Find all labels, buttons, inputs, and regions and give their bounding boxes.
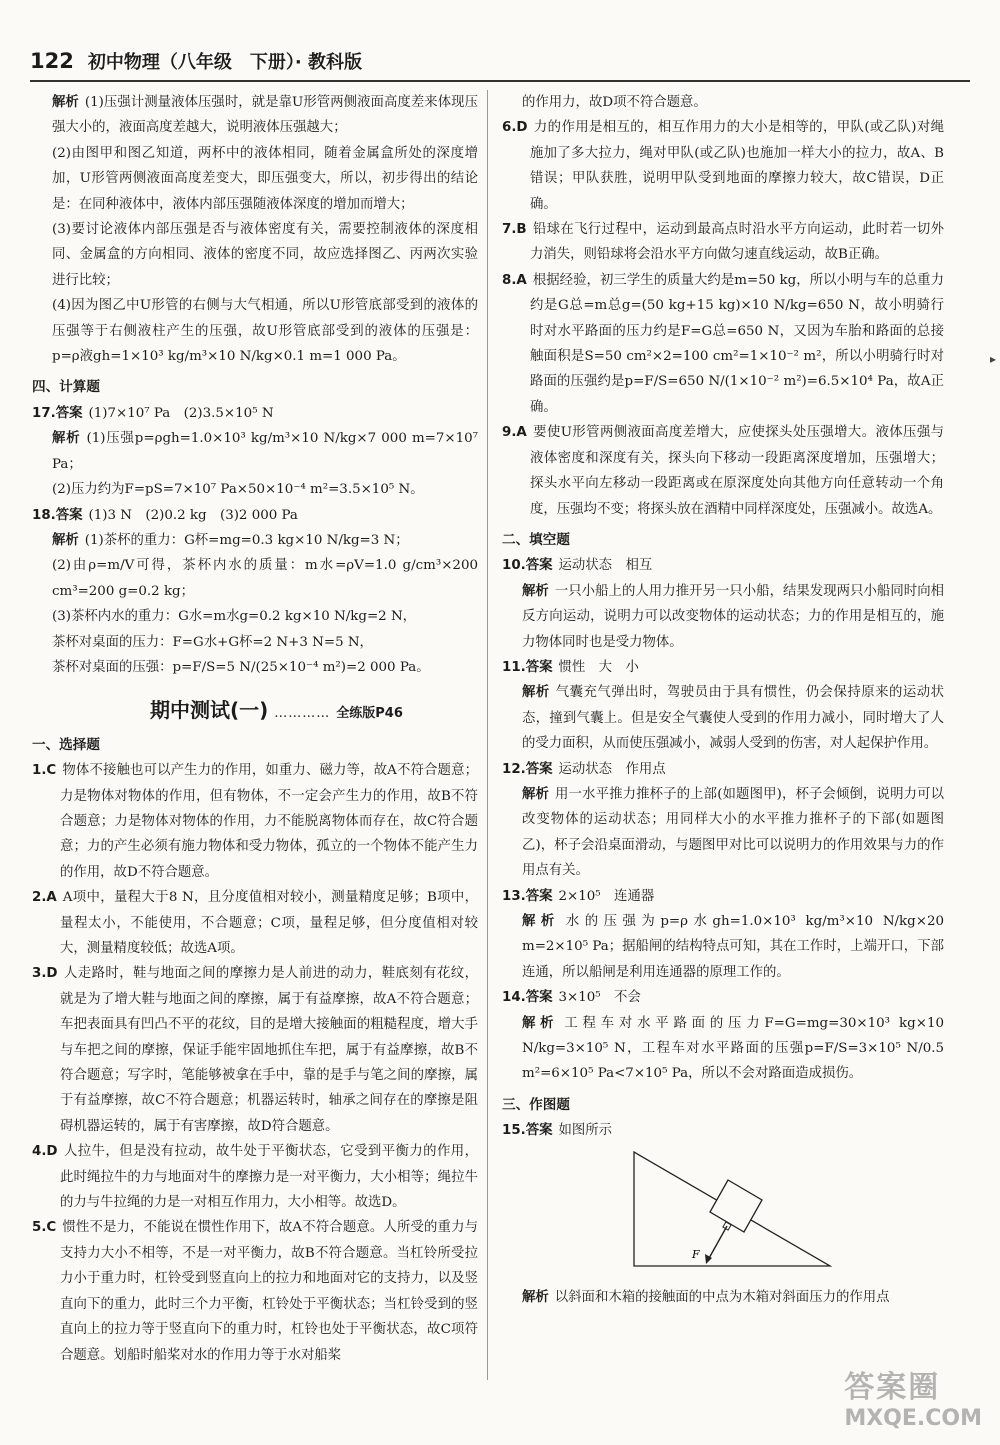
answer-tag: 9.A xyxy=(502,425,527,441)
text-body: (3)茶杯内水的重力：G水=m水g=0.2 kg×10 N/kg=2 N， xyxy=(52,609,417,625)
text-paragraph xyxy=(502,553,944,578)
column-divider xyxy=(487,90,488,1380)
text-body: 工程车对水平路面的压力F=G=mg=30×10³ kg×10 N/kg=3×10⁵ N，工程车对水平路面的压强p=F/S=3×10⁵ N/0.5 m²=6×10⁵ Pa<7×10⁵ Pa，所以不会对路面造成损伤。 xyxy=(522,1015,944,1082)
text-body: 茶杯对桌面的压力：F=G水+G杯=2 N+3 N=5 N， xyxy=(52,634,373,650)
text-paragraph xyxy=(502,985,944,1010)
answer-tag: 4.D xyxy=(32,1144,58,1160)
text-paragraph xyxy=(502,90,944,115)
text-paragraph xyxy=(502,782,944,884)
answer-tag: 11.答案 xyxy=(502,659,553,675)
answer-tag: 解析 xyxy=(52,431,81,447)
text-body: 力的作用是相互的，相互作用力的大小是相等的，甲队(或乙队)对绳施加了多大拉力，绳对甲队(或乙队)也施加一样大小的拉力，故A、B错误；甲队获胜，说明甲队受到地面的摩擦力较大，故C错误，D正确。 xyxy=(530,120,944,212)
answer-tag: 18.答案 xyxy=(32,507,83,523)
answer-tag: 7.B xyxy=(502,222,527,238)
text-paragraph xyxy=(32,1215,478,1367)
answer-tag: 6.D xyxy=(502,120,528,136)
text-body: 运动状态 作用点 xyxy=(558,761,666,777)
answer-tag: 解析 xyxy=(522,1015,559,1031)
text-paragraph xyxy=(32,217,478,293)
text-paragraph xyxy=(502,115,944,217)
book-title: 初中物理（八年级 下册）· 教科版 xyxy=(87,52,362,73)
text-body: 水的压强为p=ρ水gh=1.0×10³ kg/m³×10 N/kg×20 m=2×10⁵ Pa；据船闸的结构特点可知，其在工作时，上端开口，下部连通，所以船闸是利用连通器的原理工作的。 xyxy=(522,914,944,980)
text-body: 的作用力，故D项不符合题意。 xyxy=(522,95,707,110)
watermark-logo-text: 答案圈 xyxy=(844,1370,941,1405)
right-column xyxy=(502,90,944,1310)
text-paragraph xyxy=(32,426,478,477)
answer-tag: 1.C xyxy=(32,763,57,779)
answer-tag: 解析 xyxy=(522,685,550,701)
text-paragraph xyxy=(502,1011,944,1087)
watermark-url: MXQE.COM xyxy=(844,1406,982,1431)
page-arrow-icon: ▸ xyxy=(989,352,996,366)
text-paragraph xyxy=(32,1139,478,1215)
text-body: 如图所示 xyxy=(558,1123,613,1139)
header-rule xyxy=(30,80,970,82)
text-body: 3×10⁵ 不会 xyxy=(558,990,641,1006)
text-body: 人拉牛，但是没有拉动，故牛处于平衡状态，它受到平衡力的作用，此时绳拉牛的力与地面对牛的摩擦力是一对平衡力，大小相等；绳拉牛的力与牛拉绳的力是一对相互作用力，大小相等。故选D。 xyxy=(60,1144,478,1211)
text-paragraph xyxy=(32,758,478,885)
section-heading: 一、选择题 xyxy=(32,736,100,753)
answer-tag: 5.C xyxy=(32,1220,57,1236)
answer-tag: 13.答案 xyxy=(502,888,553,904)
text-paragraph xyxy=(32,401,478,426)
wooden-box xyxy=(710,1180,762,1232)
text-body: 以斜面和木箱的接触面的中点为木箱对斜面压力的作用点 xyxy=(554,1290,890,1306)
answer-tag: 解析 xyxy=(522,1290,549,1306)
text-paragraph xyxy=(32,141,478,217)
text-body: (1)3 N (2)0.2 kg (3)2 000 Pa xyxy=(88,507,298,523)
text-paragraph xyxy=(32,528,478,553)
page-number: 122 xyxy=(30,49,74,73)
watermark xyxy=(844,1362,982,1431)
text-paragraph xyxy=(32,885,478,961)
text-paragraph xyxy=(502,268,944,420)
section-heading: 四、计算题 xyxy=(32,379,100,396)
text-body: (2)由ρ=m/V可得，茶杯内水的质量：m水=ρV=1.0 g/cm³×200 cm³=200 g=0.2 kg； xyxy=(52,558,478,599)
text-paragraph xyxy=(32,503,478,528)
text-body: (1)茶杯的重力：G杯=mg=0.3 kg×10 N/kg=3 N； xyxy=(84,532,409,548)
text-paragraph xyxy=(32,604,478,629)
text-body: (1)压强p=ρgh=1.0×10³ kg/m³×10 N/kg×7 000 m=7×10⁷ Pa； xyxy=(52,431,479,472)
answer-tag: 解析 xyxy=(522,914,560,929)
answer-tag: 解析 xyxy=(522,583,549,599)
text-paragraph xyxy=(502,1285,944,1310)
section-heading: 三、作图题 xyxy=(502,1096,570,1113)
text-body: (1)7×10⁷ Pa (2)3.5×10⁵ N xyxy=(88,405,274,421)
practice-reference: 全练版P46 xyxy=(336,706,403,722)
text-body: A项中，量程大于8 N，且分度值相对较小，测量精度足够；B项中，量程太小，不能使用，不合题意；C项，量程足够，但分度值相对较大，测量精度较低；故选A项。 xyxy=(60,890,478,956)
answer-tag: 2.A xyxy=(32,890,57,906)
page-header xyxy=(30,48,362,78)
force-label: F xyxy=(692,1247,700,1261)
text-body: 要使U形管两侧液面高度差增大，应使探头处压强增大。液体压强与液体密度和深度有关，探头向下移动一段距离深度增加，压强增大；探头水平向左移动一段距离或在原深度处向其他方向任意转动一个角度，压强均不变；将探头放在酒精中同样深度处，压强减小。故选A。 xyxy=(530,425,944,517)
text-paragraph xyxy=(32,655,478,680)
text-body: 2×10⁵ 连通器 xyxy=(558,888,655,904)
text-paragraph xyxy=(502,757,944,782)
text-paragraph xyxy=(502,579,944,655)
text-body: 运动状态 相互 xyxy=(558,558,653,574)
text-paragraph xyxy=(32,630,478,655)
text-body: (1)压强计测量液体压强时，就是靠U形管两侧液面高度差来体现压强大小的，液面高度差越大，说明液体压强越大； xyxy=(52,95,478,136)
incline-force-diagram xyxy=(632,1148,832,1270)
text-paragraph xyxy=(502,420,944,522)
text-body: (2)压力约为F=pS=7×10⁷ Pa×50×10⁻⁴ m²=3.5×10⁵ N。 xyxy=(52,482,424,498)
answer-tag: 8.A xyxy=(502,272,527,288)
text-paragraph xyxy=(502,884,944,909)
left-column xyxy=(32,90,478,1368)
text-body: (2)由图甲和图乙知道，两杯中的液体相同，随着金属盒所处的深度增加，U形管两侧液面高度差变大，即压强变大，所以，初步得出的结论是：在同种液体中，液体内部压强随液体深度的增加而增大； xyxy=(52,145,478,212)
text-paragraph xyxy=(32,477,478,502)
text-body: 气囊充气弹出时，驾驶员由于具有惯性，仍会保持原来的运动状态，撞到气囊上。但是安全气囊使人受到的作用力减小，同时增大了人的受力面积，从而使压强减小，减弱人受到的伤害，对人起保护作用。 xyxy=(522,685,945,752)
text-body: 惯性不是力，不能说在惯性作用下，故A不符合题意。人所受的重力与支持力大小不相等，不是一对平衡力，故B不符合题意。当杠铃所受拉力小于重力时，杠铃受到竖直向上的拉力和地面对它的支持力，以及竖直向下的重力，此时三个力平衡，杠铃处于平衡状态；当杠铃受到的竖直向上的拉力等于竖直向下的重力时，杠铃也处于平衡状态，故C项符合题意。划船时船桨对水的作用力等于水对船桨 xyxy=(60,1220,478,1363)
text-body: 根据经验，初三学生的质量大约是m=50 kg，所以小明与车的总重力约是G总=m总g=(50 kg+15 kg)×10 N/kg=650 N，故小明骑行时对水平路面的压力约是F=G总=650 N，又因为车胎和路面的总接触面积是S=50 cm²×2=100 cm²=1×10⁻² m²，所以小明骑行时对路面的压强约是p=F/S=650 N/(1×10⁻² m²)=6.5×10⁴ Pa，故A正确。 xyxy=(530,272,944,415)
leader-dots: ………… xyxy=(274,706,331,722)
text-body: (3)要讨论液体内部压强是否与液体密度有关，需要控制液体的深度相同、金属盒的方向相同、液体的密度不同，故应选择图乙、丙两次实验进行比较； xyxy=(52,222,478,288)
text-body: 铅球在飞行过程中，运动到最高点时沿水平方向运动，此时若一切外力消失，则铅球将会沿水平方向做匀速直线运动，故B正确。 xyxy=(530,222,944,263)
text-paragraph xyxy=(32,90,478,141)
text-body: 茶杯对桌面的压强：p=F/S=5 N/(25×10⁻⁴ m²)=2 000 Pa。 xyxy=(52,659,430,675)
answer-tag: 15.答案 xyxy=(502,1123,553,1139)
text-body: 惯性 大 小 xyxy=(558,659,639,675)
text-body: 物体不接触也可以产生力的作用，如重力、磁力等，故A不符合题意；力是物体对物体的作用，但有物体，不一定会产生力的作用，故B不符合题意；力是物体对物体的作用，力不能脱离物体而存在，故C符合题意；力的产生必须有施力物体和受力物体，孤立的一个物体不能产生力的作用，故D不符合题意。 xyxy=(60,763,478,880)
midterm-title xyxy=(150,698,478,726)
text-paragraph xyxy=(32,961,478,1139)
text-paragraph xyxy=(502,1118,944,1143)
answer-tag: 解析 xyxy=(522,786,550,802)
text-paragraph xyxy=(502,680,944,756)
section-heading: 二、填空题 xyxy=(502,531,570,548)
force-arrow xyxy=(708,1226,727,1260)
text-paragraph xyxy=(32,553,478,604)
answer-tag: 17.答案 xyxy=(32,405,83,421)
answer-tag: 10.答案 xyxy=(502,558,553,574)
midterm-title-text: 期中测试(一) xyxy=(150,698,269,723)
answer-tag: 3.D xyxy=(32,966,58,982)
text-body: (4)因为图乙中U形管的右侧与大气相通，所以U形管底部受到的液体的压强等于右侧液柱产生的压强，故U形管底部受到的液体的压强是：p=ρ液gh=1×10³ kg/m³×10 N/kg×0.1 m=1 000 Pa。 xyxy=(52,298,478,365)
text-paragraph xyxy=(502,655,944,680)
answer-tag: 解析 xyxy=(52,532,79,548)
text-body: 用一水平推力推杯子的上部(如题图甲)，杯子会倾倒，说明力可以改变物体的运动状态；用同样大小的水平推力推杯子的下部(如题图乙)，杯子会沿桌面滑动，与题图甲对比可以说明力的作用效果与力的作用点有关。 xyxy=(522,786,944,879)
text-body: 人走路时，鞋与地面之间的摩擦力是人前进的动力，鞋底刻有花纹，就是为了增大鞋与地面之间的摩擦，属于有益摩擦，故A不符合题意；车把表面具有凹凸不平的花纹，目的是增大接触面的粗糙程度，增大手与车把之间的摩擦，保证手能牢固地抓住车把，属于有益摩擦，故B不符合题意；写字时，笔能够被拿在手中，靠的是手与笔之间的摩擦，属于有益摩擦，故C不符合题意；机器运转时，轴承之间存在的摩擦是阻碍机器运转的，属于有害摩擦，故D符合题意。 xyxy=(60,966,478,1134)
text-body: 一只小船上的人用力推开另一只小船，结果发现两只小船同时向相反方向运动，说明力可以改变物体的运动状态；力的作用是相互的，施力物体同时也是受力物体。 xyxy=(522,583,945,650)
text-paragraph xyxy=(502,909,944,985)
answer-tag: 解析 xyxy=(52,95,79,110)
answer-tag: 14.答案 xyxy=(502,990,553,1006)
text-paragraph xyxy=(502,217,944,268)
text-paragraph xyxy=(32,293,478,369)
answer-tag: 12.答案 xyxy=(502,761,553,777)
